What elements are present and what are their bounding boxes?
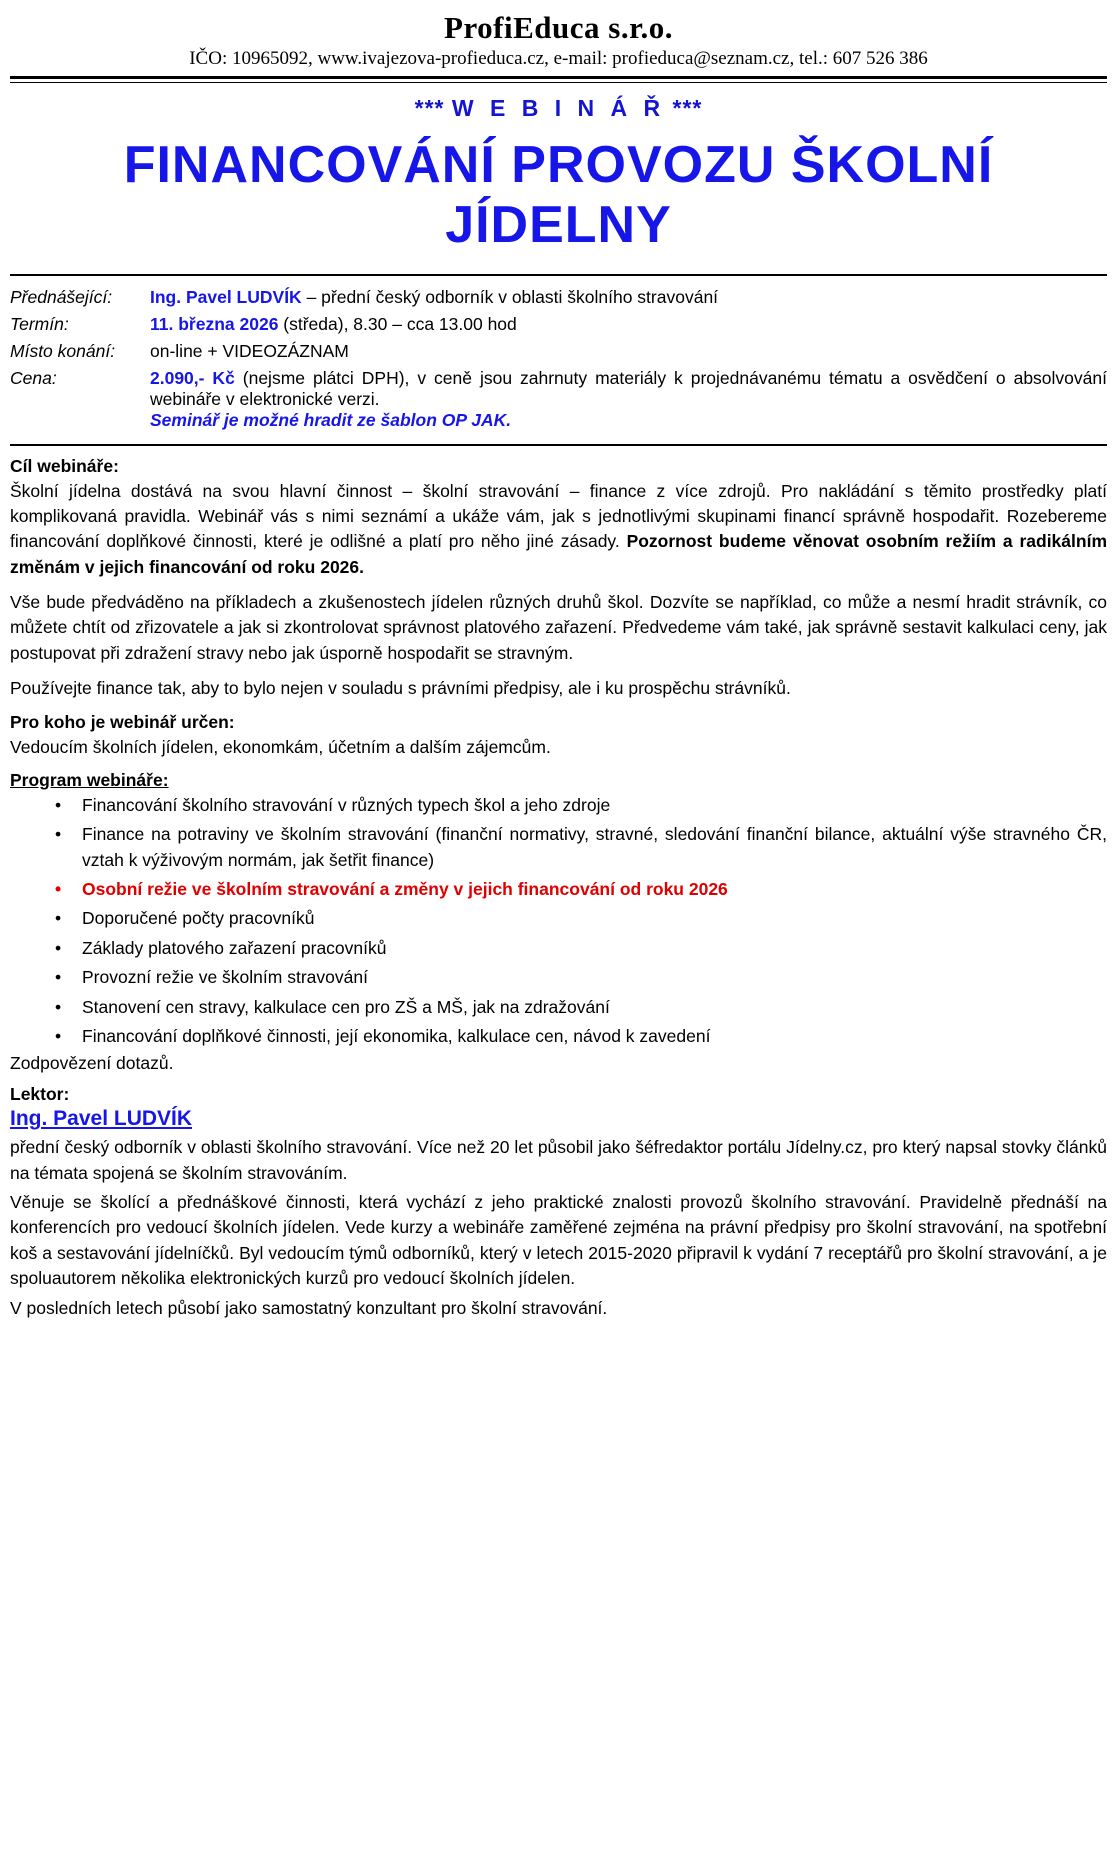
lector-name: Ing. Pavel LUDVÍK	[10, 1107, 193, 1131]
company-name: ProfiEduca s.r.o.	[444, 10, 673, 45]
lector-paragraph-2: Věnuje se školící a přednáškové činnosti, která vychází z jeho praktické znalosti provozů školního stravování. Pravidelně přednáší na konferencích pro vedoucí školních jídelen. Vede kurzy a webináře zaměřené zejména na právní předpisy pro školní stravování, na spotřební koš a sestavování jídelníčků. Byl vedoucím týmů odborníků, který v letech 2015-2020 připravil k vydání 7 receptářů pro školní stravování, a je spoluautorem několika elektronických kurzů pro vedoucí školních jídelen.	[10, 1192, 1107, 1289]
list-item: • Financování doplňkové činnosti, její ekonomika, kalkulace cen, návod k zavedení	[10, 1024, 1107, 1049]
date-label: Termín:	[10, 313, 69, 334]
kicker-right-stars: ***	[672, 95, 703, 121]
date-value-cell	[150, 311, 1107, 338]
lector-paragraph-1: přední český odborník v oblasti školního stravování. Více než 20 let působil jako šéfredaktor portálu Jídelny.cz, pro který napsal stovky článků na témata spojená se školním stravováním.	[10, 1137, 1107, 1183]
list-item: • Financování školního stravování v různých typech škol a jeho zdroje	[10, 793, 1107, 818]
price-funding-note: Seminář je možné hradit ze šablon OP JAK.	[150, 409, 512, 430]
date-value: 11. března 2026	[150, 313, 279, 334]
lector-paragraph-3: V posledních letech působí jako samostatný konzultant pro školní stravování.	[10, 1297, 608, 1318]
lecturer-label: Přednášející:	[10, 286, 113, 307]
lector-heading: Lektor:	[10, 1084, 70, 1105]
company-contact-line: IČO: 10965092, www.ivajezova-profieduca.cz, e-mail: profieduca@seznam.cz, tel.: 607 526 386	[189, 48, 928, 69]
header-divider	[10, 76, 1107, 83]
list-item: • Finance na potraviny ve školním stravování (finanční normativy, stravné, sledování finanční bilance, aktuální výše stravného ČR, vztah k výživovým normám, jak šetřit finance)	[10, 822, 1107, 873]
info-row-price	[10, 365, 1107, 434]
list-item: • Osobní režie ve školním stravování a změny v jejich financování od roku 2026	[10, 877, 1107, 902]
info-row-lecturer	[10, 284, 1107, 311]
list-item: • Základy platového zařazení pracovníků	[10, 936, 1107, 961]
info-row-place	[10, 338, 1107, 365]
info-row-date	[10, 311, 1107, 338]
webinar-kicker	[10, 95, 1107, 122]
price-label: Cena:	[10, 367, 57, 388]
goal-paragraph-2: Vše bude předváděno na příkladech a zkušenostech jídelen různých druhů škol. Dozvíte se například, co může a nesmí hradit strávník, co můžete chtít od zřizovatele a jak si zkontrolovat správnost platového zařazení. Předvedeme vám také, jak správně sestavit kalkulaci ceny, jak postupovat při zdražení stravy nebo jak úsporně hospodařit se stravným.	[10, 592, 1107, 663]
goal-paragraph-1-text: Školní jídelna dostává na svou hlavní činnost – školní stravování – finance z více zdrojů. Pro nakládání s těmito prostředky platí komplikovaná pravidla. Webinář vás s nimi seznámí a ukáže vám, jak s jednotlivými skupinami financí správně hospodařit. Rozebereme financování doplňkové činnosti, které je odlišné a platí pro něho jiné zásady.	[10, 480, 1107, 552]
kicker-main-text: W E B I N Á Ř	[451, 95, 666, 121]
goal-paragraph-1	[10, 479, 1107, 581]
list-item: • Provozní režie ve školním stravování	[10, 965, 1107, 990]
date-detail: (středa), 8.30 – cca 13.00 hod	[278, 313, 517, 334]
place-value: on-line + VIDEOZÁZNAM	[150, 340, 349, 361]
program-list	[10, 793, 1107, 1049]
lecturer-description: – přední český odborník v oblasti školního stravování	[301, 286, 719, 307]
goal-paragraph-3: Používejte finance tak, aby to bylo nejen v souladu s právními předpisy, ale i ku prospěchu strávníků.	[10, 678, 791, 699]
lecturer-value	[150, 284, 1107, 311]
kicker-left-stars: ***	[414, 95, 445, 121]
price-value-cell	[150, 365, 1107, 434]
page-title: FINANCOVÁNÍ PROVOZU ŠKOLNÍ JÍDELNY	[123, 136, 994, 254]
info-divider	[10, 444, 1107, 446]
lecturer-name: Ing. Pavel LUDVÍK	[150, 286, 302, 307]
goal-paragraph-1-emphasis: Pozornost budeme věnovat osobním režiím a radikálním změnám v jejich financování od roku 2026.	[10, 531, 1108, 577]
goal-heading: Cíl webináře:	[10, 455, 119, 476]
audience-text: Vedoucím školních jídelen, ekonomkám, účetním a dalším zájemcům.	[10, 736, 551, 757]
event-info-table	[10, 284, 1107, 434]
list-item: • Doporučené počty pracovníků	[10, 906, 1107, 931]
title-divider	[10, 274, 1107, 276]
program-heading: Program webináře:	[10, 769, 169, 790]
program-closing-line: Zodpovězení dotazů.	[10, 1053, 174, 1074]
price-detail: (nejsme plátci DPH), v ceně jsou zahrnuty materiály k projednávanému tématu a osvědčení o absolvování webináře v elektronické verzi.	[150, 367, 1107, 409]
list-item: • Stanovení cen stravy, kalkulace cen pro ZŠ a MŠ, jak na zdražování	[10, 995, 1107, 1020]
audience-heading: Pro koho je webinář určen:	[10, 711, 235, 732]
price-value: 2.090,- Kč	[150, 367, 235, 388]
place-label: Místo konání:	[10, 340, 116, 361]
